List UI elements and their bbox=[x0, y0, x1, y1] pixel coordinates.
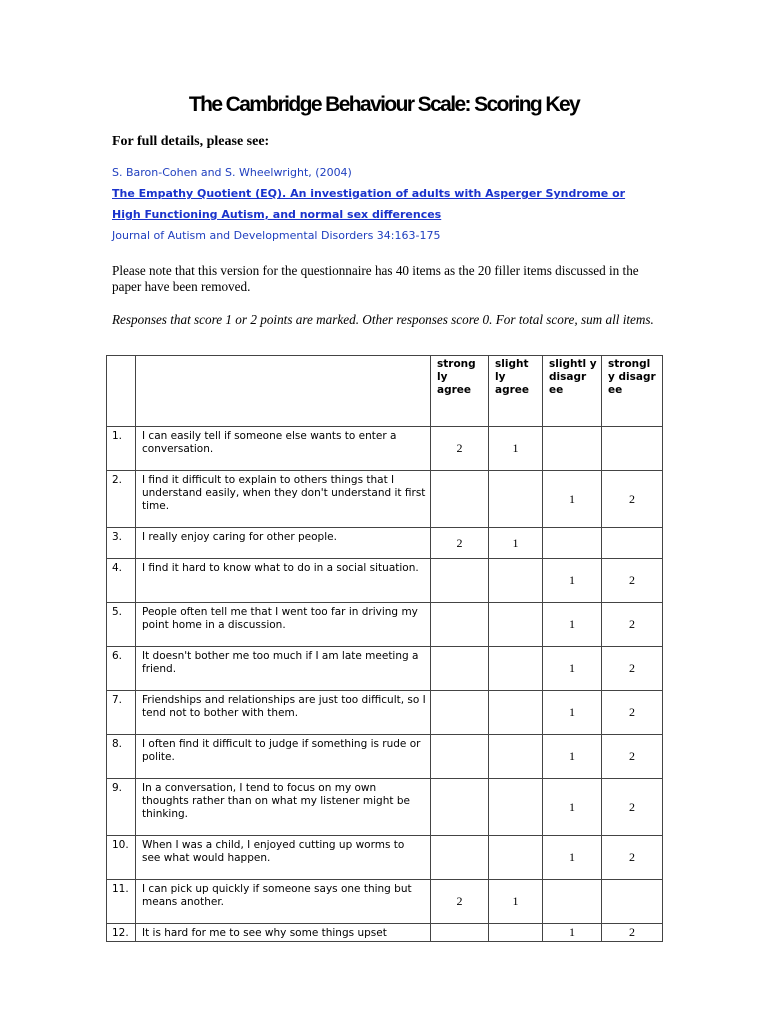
item-number: 10. bbox=[107, 836, 136, 880]
item-statement: When I was a child, I enjoyed cutting up worms to see what would happen. bbox=[136, 836, 431, 880]
score-slightly-agree bbox=[489, 836, 543, 880]
score-slightly-disagree bbox=[543, 427, 602, 471]
score-strongly-agree bbox=[431, 735, 489, 779]
page-title: The Cambridge Behaviour Scale: Scoring Key bbox=[188, 93, 580, 116]
score-slightly-disagree: 1 bbox=[543, 779, 602, 836]
table-row bbox=[107, 471, 663, 528]
header-statement bbox=[136, 356, 431, 427]
table-header-row bbox=[107, 356, 663, 427]
score-strongly-disagree bbox=[602, 528, 663, 559]
score-slightly-disagree: 1 bbox=[543, 647, 602, 691]
scoring-instructions: Responses that score 1 or 2 points are marked. Other responses score 0. For total score, sum all items. bbox=[112, 312, 654, 327]
item-statement: In a conversation, I tend to focus on my own thoughts rather than on what my listener might be thinking. bbox=[136, 779, 431, 836]
header-strongly-agree: strong ly agree bbox=[431, 356, 489, 427]
table-row bbox=[107, 559, 663, 603]
intro-text: For full details, please see: bbox=[112, 134, 270, 149]
score-strongly-disagree: 2 bbox=[602, 691, 663, 735]
table-row bbox=[107, 528, 663, 559]
score-strongly-agree bbox=[431, 603, 489, 647]
score-slightly-disagree bbox=[543, 880, 602, 924]
score-slightly-disagree: 1 bbox=[543, 735, 602, 779]
item-number: 3. bbox=[107, 528, 136, 559]
score-strongly-agree bbox=[431, 691, 489, 735]
score-slightly-disagree: 1 bbox=[543, 471, 602, 528]
score-strongly-disagree: 2 bbox=[602, 735, 663, 779]
header-number bbox=[107, 356, 136, 427]
item-number: 12. bbox=[107, 924, 136, 942]
score-slightly-agree: 1 bbox=[489, 427, 543, 471]
item-number: 11. bbox=[107, 880, 136, 924]
score-strongly-disagree: 2 bbox=[602, 647, 663, 691]
score-slightly-disagree: 1 bbox=[543, 836, 602, 880]
score-slightly-agree bbox=[489, 779, 543, 836]
header-slightly-disagree: slightl y disagr ee bbox=[543, 356, 602, 427]
score-slightly-disagree: 1 bbox=[543, 924, 602, 942]
item-statement: I find it hard to know what to do in a social situation. bbox=[136, 559, 431, 603]
header-slightly-agree: slight ly agree bbox=[489, 356, 543, 427]
table-row bbox=[107, 735, 663, 779]
header-strongly-disagree: strongl y disagr ee bbox=[602, 356, 663, 427]
score-strongly-agree bbox=[431, 471, 489, 528]
item-number: 7. bbox=[107, 691, 136, 735]
table-row bbox=[107, 427, 663, 471]
score-strongly-disagree: 2 bbox=[602, 924, 663, 942]
score-slightly-agree: 1 bbox=[489, 528, 543, 559]
item-statement: I can pick up quickly if someone says one thing but means another. bbox=[136, 880, 431, 924]
scoring-table bbox=[106, 355, 663, 942]
item-statement: It is hard for me to see why some things upset bbox=[136, 924, 431, 942]
score-strongly-agree: 2 bbox=[431, 528, 489, 559]
item-statement: I can easily tell if someone else wants to enter a conversation. bbox=[136, 427, 431, 471]
score-strongly-disagree: 2 bbox=[602, 836, 663, 880]
score-slightly-agree bbox=[489, 647, 543, 691]
item-statement: It doesn't bother me too much if I am late meeting a friend. bbox=[136, 647, 431, 691]
item-number: 9. bbox=[107, 779, 136, 836]
score-strongly-agree bbox=[431, 647, 489, 691]
score-strongly-disagree: 2 bbox=[602, 559, 663, 603]
score-strongly-disagree bbox=[602, 880, 663, 924]
score-strongly-agree: 2 bbox=[431, 427, 489, 471]
score-strongly-agree bbox=[431, 836, 489, 880]
item-statement: Friendships and relationships are just too difficult, so I tend not to bother with them. bbox=[136, 691, 431, 735]
table-row bbox=[107, 836, 663, 880]
score-slightly-disagree: 1 bbox=[543, 603, 602, 647]
item-number: 4. bbox=[107, 559, 136, 603]
score-slightly-agree: 1 bbox=[489, 880, 543, 924]
score-slightly-disagree: 1 bbox=[543, 559, 602, 603]
item-number: 8. bbox=[107, 735, 136, 779]
score-slightly-disagree: 1 bbox=[543, 691, 602, 735]
table-row bbox=[107, 779, 663, 836]
version-note: Please note that this version for the questionnaire has 40 items as the 20 filler items discussed in the paper have been removed. bbox=[112, 263, 639, 294]
score-strongly-agree: 2 bbox=[431, 880, 489, 924]
table-row bbox=[107, 880, 663, 924]
item-number: 1. bbox=[107, 427, 136, 471]
reference-link-line1[interactable]: The Empathy Quotient (EQ). An investigation of adults with Asperger Syndrome or bbox=[112, 187, 626, 200]
score-strongly-agree bbox=[431, 779, 489, 836]
item-number: 6. bbox=[107, 647, 136, 691]
score-slightly-agree bbox=[489, 471, 543, 528]
reference-link-line2[interactable]: High Functioning Autism, and normal sex differences bbox=[112, 208, 442, 221]
score-slightly-agree bbox=[489, 603, 543, 647]
reference-authors: S. Baron-Cohen and S. Wheelwright, (2004) bbox=[112, 166, 352, 179]
item-statement: People often tell me that I went too far in driving my point home in a discussion. bbox=[136, 603, 431, 647]
score-strongly-agree bbox=[431, 559, 489, 603]
table-row bbox=[107, 647, 663, 691]
score-strongly-disagree: 2 bbox=[602, 603, 663, 647]
item-number: 2. bbox=[107, 471, 136, 528]
table-row bbox=[107, 603, 663, 647]
item-statement: I really enjoy caring for other people. bbox=[136, 528, 431, 559]
score-slightly-agree bbox=[489, 924, 543, 942]
table-row bbox=[107, 924, 663, 942]
reference-journal: Journal of Autism and Developmental Disorders 34:163-175 bbox=[112, 229, 441, 242]
score-slightly-disagree bbox=[543, 528, 602, 559]
item-number: 5. bbox=[107, 603, 136, 647]
score-strongly-disagree bbox=[602, 427, 663, 471]
score-slightly-agree bbox=[489, 735, 543, 779]
item-statement: I often find it difficult to judge if something is rude or polite. bbox=[136, 735, 431, 779]
score-slightly-agree bbox=[489, 559, 543, 603]
score-slightly-agree bbox=[489, 691, 543, 735]
score-strongly-disagree: 2 bbox=[602, 779, 663, 836]
score-strongly-disagree: 2 bbox=[602, 471, 663, 528]
item-statement: I find it difficult to explain to others things that I understand easily, when they don't understand it first time. bbox=[136, 471, 431, 528]
score-strongly-agree bbox=[431, 924, 489, 942]
table-row bbox=[107, 691, 663, 735]
